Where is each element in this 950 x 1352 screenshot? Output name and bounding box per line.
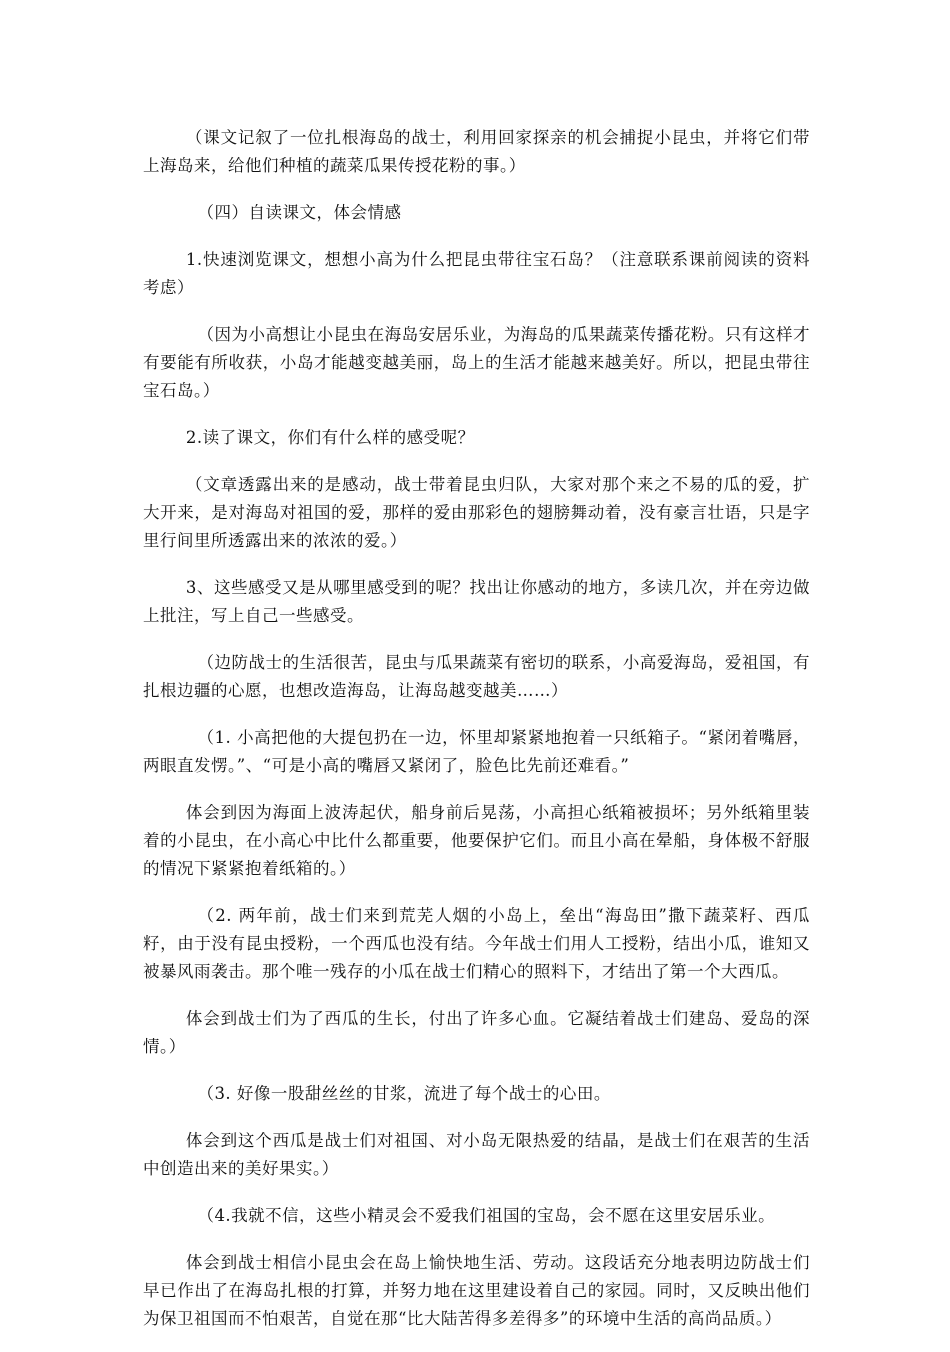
answer-2: （文章透露出来的是感动，战士带着昆虫归队，大家对那个来之不易的瓜的爱，扩大开来，是对海岛对祖国的爱，那样的爱由那彩色的翅膀舞动着，没有豪言壮语，只是字里行间里所透露出来的浓浓的爱。） <box>143 475 810 550</box>
question-2: 2.读了课文，你们有什么样的感受呢？ <box>185 428 475 447</box>
reflection-1: 体会到因为海面上波涛起伏，船身前后晃荡，小高担心纸箱被损坏；另外纸箱里装着的小昆虫，在小高心中比什么都重要，他要保护它们。而且小高在晕船，身体极不舒服的情况下紧紧抱着纸箱的。） <box>143 803 810 878</box>
answer-3: （边防战士的生活很苦，昆虫与瓜果蔬菜有密切的联系，小高爱海岛，爱祖国，有扎根边疆的心愿，也想改造海岛，让海岛越变越美……） <box>143 653 810 700</box>
excerpt-1: （1. 小高把他的大提包扔在一边，怀里却紧紧地抱着一只纸箱子。“紧闭着嘴唇，两眼直发愣。”、“可是小高的嘴唇又紧闭了，脸色比先前还难看。” <box>143 728 810 775</box>
section-heading: （四）自读课文，体会情感 <box>197 203 402 222</box>
paragraph-summary: （课文记叙了一位扎根海岛的战士，利用回家探亲的机会捕捉小昆虫，并将它们带上海岛来，给他们种植的蔬菜瓜果传授花粉的事。） <box>143 128 810 175</box>
answer-1: （因为小高想让小昆虫在海岛安居乐业，为海岛的瓜果蔬菜传播花粉。只有这样才有要能有所收获，小岛才能越变越美丽，岛上的生活才能越来越美好。所以，把昆虫带往宝石岛。） <box>143 325 810 400</box>
reflection-4: 体会到战士相信小昆虫会在岛上愉快地生活、劳动。这段话充分地表明边防战士们早已作出了在海岛扎根的打算，并努力地在这里建设着自己的家园。同时，又反映出他们为保卫祖国而不怕艰苦，自觉在那“比大陆苦得多差得多”的环境中生活的高尚品质。） <box>143 1253 810 1328</box>
excerpt-3: （3. 好像一股甜丝丝的甘浆，流进了每个战士的心田。 <box>197 1084 611 1103</box>
reflection-2: 体会到战士们为了西瓜的生长，付出了许多心血。它凝结着战士们建岛、爱岛的深情。） <box>143 1009 810 1056</box>
document-body <box>143 124 810 1352</box>
question-1: 1.快速浏览课文，想想小高为什么把昆虫带往宝石岛？（注意联系课前阅读的资料考虑） <box>143 250 810 297</box>
excerpt-2: （2. 两年前，战士们来到荒芜人烟的小岛上，垒出“海岛田”撒下蔬菜籽、西瓜籽，由于没有昆虫授粉，一个西瓜也没有结。今年战士们用人工授粉，结出小瓜，谁知又被暴风雨袭击。那个唯一残存的小瓜在战士们精心的照料下，才结出了第一个大西瓜。 <box>143 906 810 981</box>
excerpt-4: （4.我就不信，这些小精灵会不爱我们祖国的宝岛，会不愿在这里安居乐业。 <box>197 1206 776 1225</box>
question-3: 3、这些感受又是从哪里感受到的呢？找出让你感动的地方，多读几次，并在旁边做上批注，写上自己一些感受。 <box>143 578 810 625</box>
reflection-3: 体会到这个西瓜是战士们对祖国、对小岛无限热爱的结晶，是战士们在艰苦的生活中创造出来的美好果实。） <box>143 1131 810 1178</box>
